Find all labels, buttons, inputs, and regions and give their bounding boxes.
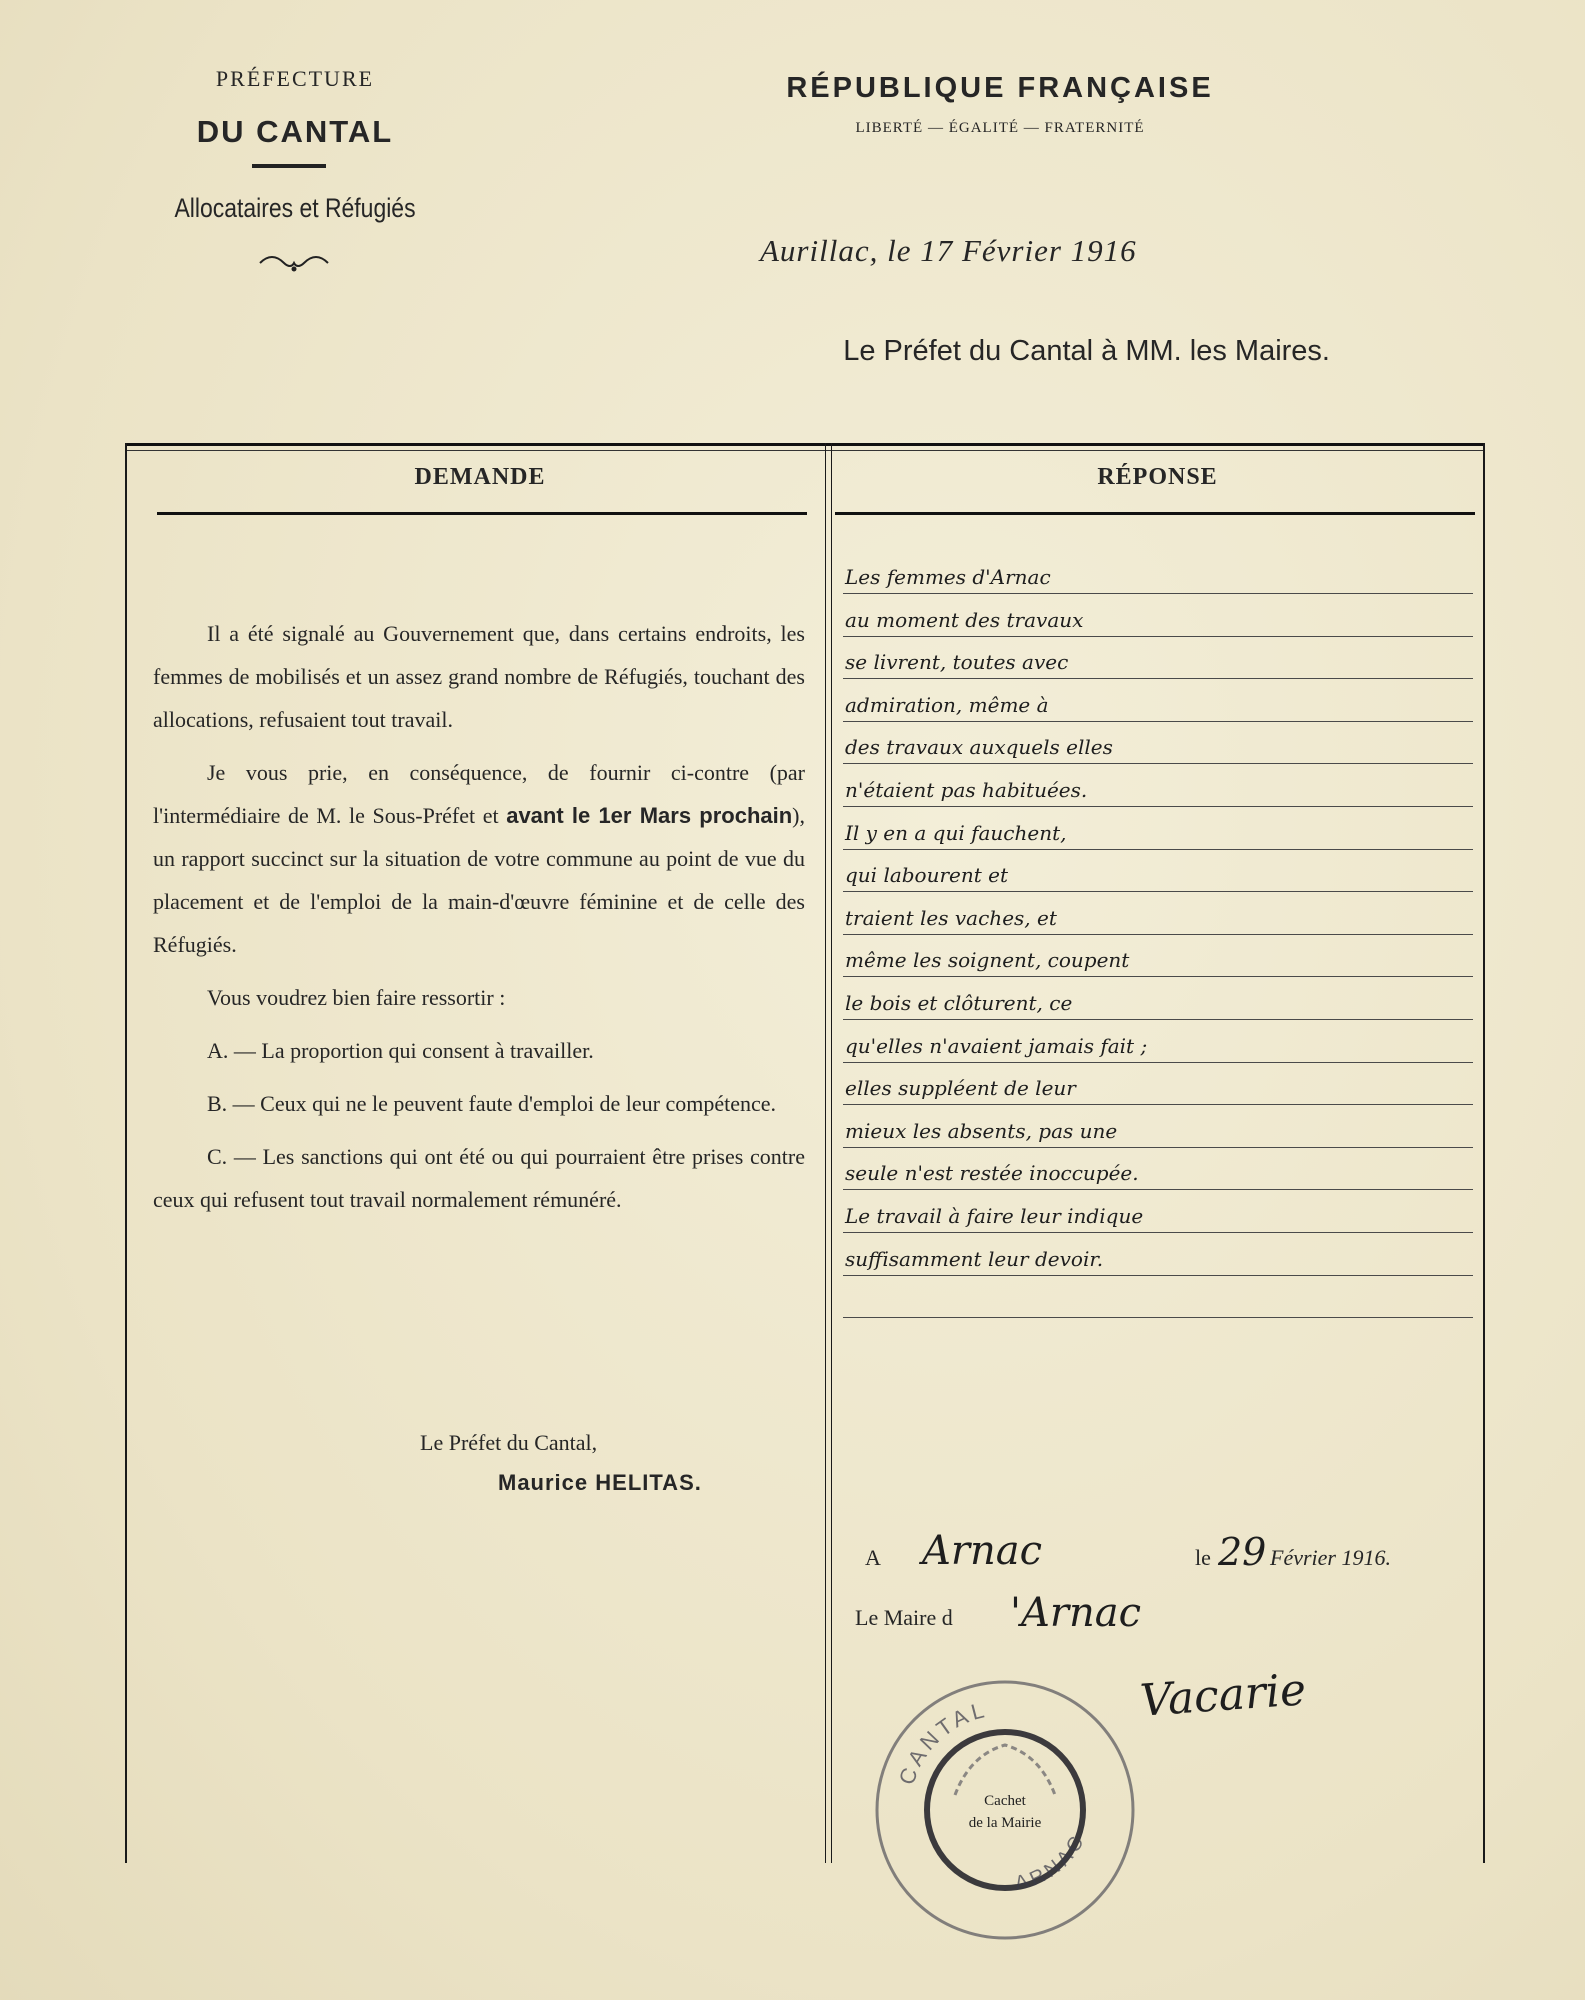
response-line: au moment des travaux (845, 607, 1084, 632)
table-top-border-thin (125, 450, 1485, 451)
department-title: DU CANTAL (196, 114, 394, 149)
stamp-center-line-2: de la Mairie (968, 1815, 1042, 1831)
date-prefix: le (1195, 1545, 1211, 1570)
response-line: mieux les absents, pas une (845, 1118, 1118, 1143)
stamp-center-line-1: Cachet (984, 1793, 1026, 1809)
response-line: elles suppléent de leur (845, 1076, 1076, 1101)
table-right-border (1483, 443, 1485, 1863)
svg-text:ARNAC (1013, 1829, 1091, 1894)
demande-p2-end: ), un rapport succinct sur la situation de votre commune au point de vue du placement et de l'emploi de la main-d'œuvre féminine et de celle des Réfugiés. (153, 803, 805, 957)
response-line: qui labourent et (845, 863, 1009, 888)
prefect-title: Le Préfet du Cantal, (420, 1430, 598, 1455)
demande-body (153, 612, 805, 1231)
header-divider (252, 164, 326, 168)
response-line: qu'elles n'avaient jamais fait ; (845, 1033, 1148, 1058)
response-line: se livrent, toutes avec (845, 650, 1069, 675)
mayor-commune: 'Arnac (1010, 1590, 1142, 1636)
reponse-heading-rule (835, 512, 1475, 515)
stamp-top-text: CANTAL (893, 1696, 991, 1788)
demande-heading: DEMANDE (414, 464, 546, 490)
demande-item-c: C. — Les sanctions qui ont été ou qui pourraient être prises contre ceux qui refusent tout travail normalement rémunéré. (153, 1144, 805, 1212)
table-left-border (125, 443, 127, 1863)
document-date: Aurillac, le 17 Février 1916 (760, 233, 1137, 268)
demande-item-a: A. — La proportion qui consent à travailler. (207, 1038, 594, 1063)
response-line: Il y en a qui fauchent, (845, 820, 1067, 845)
ruled-line (843, 1317, 1473, 1318)
flourish-ornament-icon (258, 253, 330, 275)
place-prefix: A (865, 1545, 881, 1570)
response-line: même les soignent, coupent (845, 948, 1130, 973)
stamp-bottom-text: ARNAC (1012, 1829, 1091, 1895)
town-hall-stamp-icon (870, 1675, 1140, 1945)
addressee-line: Le Préfet du Cantal à MM. les Maires. (843, 335, 1330, 367)
mayor-signature: Vacarie (1138, 1664, 1308, 1727)
motto: LIBERTÉ — ÉGALITÉ — FRATERNITÉ (855, 120, 1145, 136)
demande-paragraph-3: Vous voudrez bien faire ressortir : (207, 985, 506, 1010)
mayor-label: Le Maire d (855, 1605, 953, 1630)
demande-item-b: B. — Ceux qui ne le peuvent faute d'emploi de leur compétence. (207, 1091, 777, 1116)
demande-paragraph-1: Il a été signalé au Gouvernement que, dans certains endroits, les femmes de mobilisés et un assez grand nombre de Réfugiés, touchant des allocations, refusaient tout travail. (153, 621, 805, 732)
demande-deadline: avant le 1er Mars prochain (506, 803, 793, 828)
response-line: seule n'est restée inoccupée. (845, 1161, 1139, 1186)
prefect-name: Maurice HELITAS. (498, 1470, 702, 1495)
demande-heading-rule (157, 512, 807, 515)
demande-p2-start: Je vous prie, en conséquence, de fournir ci-contre (par l'intermédiaire de M. le Sous-Préfet et (153, 760, 805, 828)
table-top-border (125, 443, 1485, 446)
demande-paragraph-2 (153, 751, 805, 966)
reponse-heading: RÉPONSE (1097, 464, 1218, 490)
response-line: n'étaient pas habituées. (845, 778, 1088, 802)
response-place: Arnac (922, 1528, 1043, 1574)
response-line: Les femmes d'Arnac (845, 565, 1051, 589)
response-day: 29 (1218, 1530, 1267, 1574)
response-line: le bois et clôturent, ce (845, 991, 1073, 1015)
response-line: traient les vaches, et (845, 905, 1057, 930)
response-line: suffisamment leur devoir. (845, 1246, 1104, 1271)
service-label: Allocataires et Réfugiés (174, 193, 416, 223)
table-center-divider-2 (831, 443, 832, 1863)
response-line: Le travail à faire leur indique (845, 1204, 1144, 1228)
response-line: des travaux auxquels elles (845, 735, 1113, 760)
response-date-suffix: Février 1916. (1270, 1545, 1391, 1570)
prefecture-label: PRÉFECTURE (215, 66, 375, 91)
table-center-divider (825, 443, 826, 1863)
response-line: admiration, même à (845, 692, 1049, 717)
svg-text:CANTAL (894, 1697, 991, 1788)
republic-title: RÉPUBLIQUE FRANÇAISE (786, 72, 1214, 104)
